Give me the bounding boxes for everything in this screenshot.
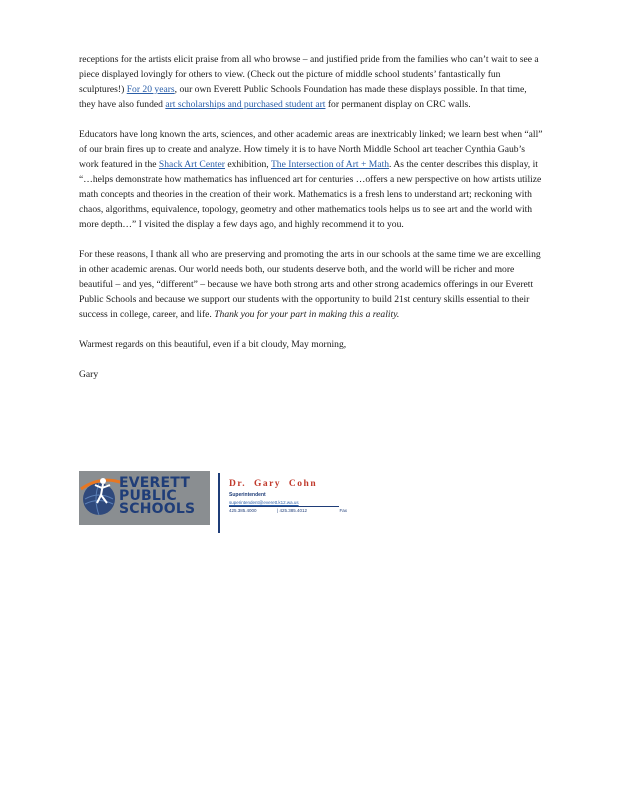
paragraph-1 [79, 52, 545, 112]
logo-word-everett: EVERETT [119, 475, 191, 491]
fax-label: Fax [339, 508, 348, 513]
link-shack-art-center[interactable]: Shack Art Center [158, 159, 225, 170]
link-art-scholarships[interactable]: art scholarships and purchased student art [165, 99, 326, 110]
signature-title: Superintendent [229, 492, 266, 498]
phone-1: 425.385.4000 [229, 508, 257, 513]
paragraph-2-text-c: . As the center describes this display, it “…helps demonstrate how mathematics has influenced art for centuries …offers a new perspective on how artists utilize math concepts and theories in the creation of their work. Mathematics is a fresh lens to understand art; reckoning with chaos, algorithms, equivalence, topology, geometry and other mathematics tools helps us to see art and the world with more depth…” I visited the display a few days ago, and highly recommend it to you. [79, 159, 542, 230]
signature-phones [229, 508, 399, 513]
paragraph-2-text-a: Educators have long known the arts, sciences, and other academic areas are inextricably linked; we learn best when “all” of our brain fires up to create and analyze. How timely it is to have North Middle School art teacher Cynthia Gaub’s work featured in the [79, 129, 543, 170]
signature-email-link[interactable]: superintendent@everett.k12.wa.us [229, 500, 299, 505]
link-intersection-art-math[interactable]: The Intersection of Art + Math [270, 159, 390, 170]
logo-wordmark [119, 477, 207, 516]
logo-word-schools: SCHOOLS [119, 501, 196, 517]
paragraph-1-text-a: receptions for the artists elicit praise from all who browse – and justified pride from the families who can’t wait to see a piece displayed lovingly for others to view. (Check out the picture of middle school students’ fantastically fun sculptures!) [79, 54, 539, 95]
phone-2: | 425.385.4012 [277, 508, 308, 513]
email-signature [79, 471, 379, 533]
paragraph-3-text: For these reasons, I thank all who are preserving and promoting the arts in our schools at the same time we are excelling in other academic arenas. Our world needs both, our students deserve both, and the world will be richer and more beautiful – and yes, “different” – because we have both strong arts and other strong academics offerings in our Everett Public Schools and because we support our students with the opportunity to build 21st century skills essential to their success in college, career, and life. [79, 249, 541, 320]
paragraph-2 [79, 127, 545, 232]
paragraph-3-italic: Thank you for your part in making this a reality. [214, 309, 400, 320]
signer-first-name: Gary [79, 369, 99, 380]
closing-line: Warmest regards on this beautiful, even if a bit cloudy, May morning, [79, 339, 347, 350]
paragraph-1-text-b: , our own Everett Public Schools Foundation has made these displays possible. In that time, they have also funded [79, 84, 527, 110]
signature-info [229, 479, 399, 513]
letter-body [79, 52, 545, 382]
paragraph-2-text-b: exhibition, [225, 159, 271, 170]
link-for-20-years[interactable]: For 20 years [126, 84, 175, 95]
paragraph-1-text-c: for permanent display on CRC walls. [325, 99, 471, 110]
signature-name: Dr. Gary Cohn [229, 479, 318, 489]
everett-public-schools-logo [79, 471, 210, 525]
logo-word-public: PUBLIC [119, 488, 177, 504]
signature-divider [218, 473, 220, 533]
signature-rule [229, 506, 339, 507]
paragraph-3 [79, 247, 545, 322]
